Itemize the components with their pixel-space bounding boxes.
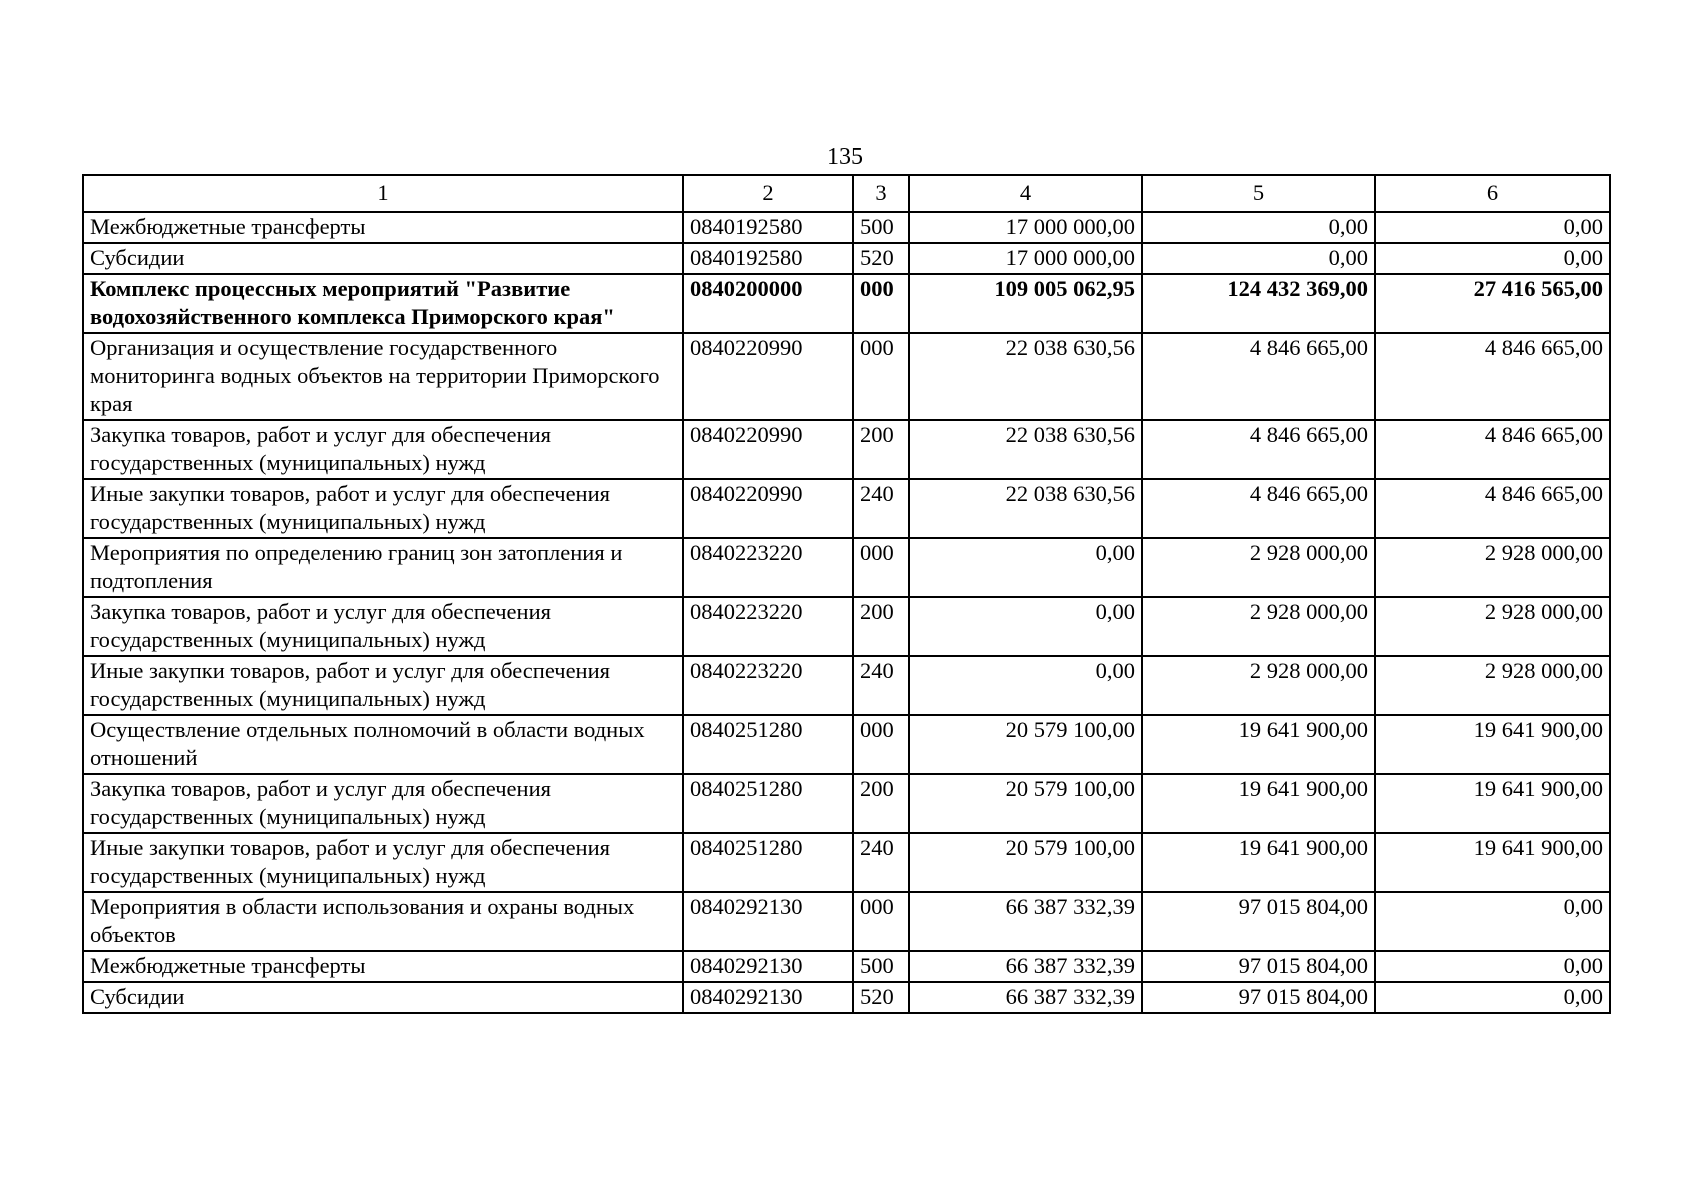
column-header-1: 1 bbox=[83, 175, 683, 212]
row-value-col4-cell: 66 387 332,39 bbox=[909, 951, 1142, 982]
row-value-col4-cell: 109 005 062,95 bbox=[909, 274, 1142, 333]
table-row bbox=[83, 715, 1610, 774]
row-kind-cell: 520 bbox=[853, 243, 909, 274]
table-row bbox=[83, 420, 1610, 479]
row-value-col4-cell: 22 038 630,56 bbox=[909, 420, 1142, 479]
table-row bbox=[83, 774, 1610, 833]
page-number: 135 bbox=[827, 144, 863, 170]
row-value-col6-cell: 19 641 900,00 bbox=[1375, 833, 1610, 892]
row-value-col4-cell: 20 579 100,00 bbox=[909, 833, 1142, 892]
row-value-col6-cell: 0,00 bbox=[1375, 951, 1610, 982]
column-header-4: 4 bbox=[909, 175, 1142, 212]
row-value-col5-cell: 19 641 900,00 bbox=[1142, 833, 1375, 892]
row-value-col5-cell: 0,00 bbox=[1142, 243, 1375, 274]
row-value-col4-cell: 17 000 000,00 bbox=[909, 212, 1142, 243]
column-header-6: 6 bbox=[1375, 175, 1610, 212]
row-kind-cell: 000 bbox=[853, 274, 909, 333]
row-kind-cell: 240 bbox=[853, 479, 909, 538]
row-value-col6-cell: 2 928 000,00 bbox=[1375, 597, 1610, 656]
row-value-col5-cell: 4 846 665,00 bbox=[1142, 420, 1375, 479]
row-value-col6-cell: 0,00 bbox=[1375, 212, 1610, 243]
row-value-col6-cell: 27 416 565,00 bbox=[1375, 274, 1610, 333]
row-code-cell: 0840223220 bbox=[683, 538, 853, 597]
table-row bbox=[83, 982, 1610, 1013]
row-kind-cell: 500 bbox=[853, 212, 909, 243]
table-row bbox=[83, 243, 1610, 274]
row-name-cell: Межбюджетные трансферты bbox=[83, 951, 683, 982]
row-value-col4-cell: 20 579 100,00 bbox=[909, 774, 1142, 833]
row-name-cell: Субсидии bbox=[83, 982, 683, 1013]
row-value-col4-cell: 66 387 332,39 bbox=[909, 982, 1142, 1013]
row-code-cell: 0840292130 bbox=[683, 982, 853, 1013]
table-row bbox=[83, 274, 1610, 333]
row-value-col6-cell: 2 928 000,00 bbox=[1375, 538, 1610, 597]
row-value-col4-cell: 22 038 630,56 bbox=[909, 479, 1142, 538]
row-name-cell: Иные закупки товаров, работ и услуг для обеспечения государственных (муниципальных) нужд bbox=[83, 833, 683, 892]
row-value-col6-cell: 4 846 665,00 bbox=[1375, 479, 1610, 538]
row-kind-cell: 240 bbox=[853, 656, 909, 715]
row-kind-cell: 240 bbox=[853, 833, 909, 892]
row-name-cell: Закупка товаров, работ и услуг для обеспечения государственных (муниципальных) нужд bbox=[83, 420, 683, 479]
row-value-col6-cell: 0,00 bbox=[1375, 892, 1610, 951]
row-value-col5-cell: 2 928 000,00 bbox=[1142, 656, 1375, 715]
row-name-cell: Межбюджетные трансферты bbox=[83, 212, 683, 243]
budget-table bbox=[82, 174, 1611, 1014]
row-name-cell: Мероприятия в области использования и охраны водных объектов bbox=[83, 892, 683, 951]
row-value-col6-cell: 0,00 bbox=[1375, 243, 1610, 274]
row-name-cell: Субсидии bbox=[83, 243, 683, 274]
row-name-cell: Осуществление отдельных полномочий в области водных отношений bbox=[83, 715, 683, 774]
row-value-col6-cell: 19 641 900,00 bbox=[1375, 774, 1610, 833]
row-code-cell: 0840220990 bbox=[683, 333, 853, 420]
row-name-cell: Иные закупки товаров, работ и услуг для обеспечения государственных (муниципальных) нужд bbox=[83, 656, 683, 715]
row-value-col4-cell: 66 387 332,39 bbox=[909, 892, 1142, 951]
row-value-col5-cell: 19 641 900,00 bbox=[1142, 715, 1375, 774]
row-kind-cell: 000 bbox=[853, 538, 909, 597]
row-value-col4-cell: 17 000 000,00 bbox=[909, 243, 1142, 274]
row-kind-cell: 000 bbox=[853, 715, 909, 774]
table-row bbox=[83, 833, 1610, 892]
row-name-cell: Иные закупки товаров, работ и услуг для обеспечения государственных (муниципальных) нужд bbox=[83, 479, 683, 538]
row-value-col4-cell: 0,00 bbox=[909, 656, 1142, 715]
table-row bbox=[83, 538, 1610, 597]
row-kind-cell: 000 bbox=[853, 892, 909, 951]
table-header-row bbox=[83, 175, 1610, 212]
row-name-cell: Закупка товаров, работ и услуг для обеспечения государственных (муниципальных) нужд bbox=[83, 774, 683, 833]
row-value-col5-cell: 4 846 665,00 bbox=[1142, 333, 1375, 420]
row-value-col4-cell: 22 038 630,56 bbox=[909, 333, 1142, 420]
row-value-col6-cell: 19 641 900,00 bbox=[1375, 715, 1610, 774]
table-body bbox=[83, 212, 1610, 1013]
row-kind-cell: 200 bbox=[853, 597, 909, 656]
row-code-cell: 0840223220 bbox=[683, 656, 853, 715]
row-code-cell: 0840200000 bbox=[683, 274, 853, 333]
row-value-col6-cell: 2 928 000,00 bbox=[1375, 656, 1610, 715]
row-name-cell: Организация и осуществление государственного мониторинга водных объектов на территории Приморского края bbox=[83, 333, 683, 420]
row-value-col6-cell: 0,00 bbox=[1375, 982, 1610, 1013]
row-code-cell: 0840292130 bbox=[683, 951, 853, 982]
table-row bbox=[83, 597, 1610, 656]
row-value-col6-cell: 4 846 665,00 bbox=[1375, 420, 1610, 479]
row-value-col5-cell: 97 015 804,00 bbox=[1142, 892, 1375, 951]
row-code-cell: 0840192580 bbox=[683, 243, 853, 274]
row-name-cell: Мероприятия по определению границ зон затопления и подтопления bbox=[83, 538, 683, 597]
row-code-cell: 0840251280 bbox=[683, 833, 853, 892]
row-value-col5-cell: 2 928 000,00 bbox=[1142, 597, 1375, 656]
row-value-col5-cell: 97 015 804,00 bbox=[1142, 951, 1375, 982]
row-name-cell: Комплекс процессных мероприятий "Развитие водохозяйственного комплекса Приморского края" bbox=[83, 274, 683, 333]
row-code-cell: 0840292130 bbox=[683, 892, 853, 951]
row-code-cell: 0840192580 bbox=[683, 212, 853, 243]
row-code-cell: 0840220990 bbox=[683, 479, 853, 538]
row-code-cell: 0840220990 bbox=[683, 420, 853, 479]
row-code-cell: 0840223220 bbox=[683, 597, 853, 656]
row-value-col5-cell: 4 846 665,00 bbox=[1142, 479, 1375, 538]
row-code-cell: 0840251280 bbox=[683, 774, 853, 833]
table-row bbox=[83, 479, 1610, 538]
row-value-col5-cell: 2 928 000,00 bbox=[1142, 538, 1375, 597]
column-header-2: 2 bbox=[683, 175, 853, 212]
row-code-cell: 0840251280 bbox=[683, 715, 853, 774]
row-value-col5-cell: 97 015 804,00 bbox=[1142, 982, 1375, 1013]
row-value-col6-cell: 4 846 665,00 bbox=[1375, 333, 1610, 420]
row-value-col5-cell: 124 432 369,00 bbox=[1142, 274, 1375, 333]
column-header-3: 3 bbox=[853, 175, 909, 212]
table-row bbox=[83, 656, 1610, 715]
row-value-col4-cell: 0,00 bbox=[909, 597, 1142, 656]
row-value-col4-cell: 20 579 100,00 bbox=[909, 715, 1142, 774]
row-value-col4-cell: 0,00 bbox=[909, 538, 1142, 597]
table-row bbox=[83, 212, 1610, 243]
row-kind-cell: 520 bbox=[853, 982, 909, 1013]
column-header-5: 5 bbox=[1142, 175, 1375, 212]
row-name-cell: Закупка товаров, работ и услуг для обеспечения государственных (муниципальных) нужд bbox=[83, 597, 683, 656]
row-kind-cell: 000 bbox=[853, 333, 909, 420]
row-value-col5-cell: 0,00 bbox=[1142, 212, 1375, 243]
table-row bbox=[83, 333, 1610, 420]
row-value-col5-cell: 19 641 900,00 bbox=[1142, 774, 1375, 833]
row-kind-cell: 200 bbox=[853, 774, 909, 833]
table-row bbox=[83, 892, 1610, 951]
table-row bbox=[83, 951, 1610, 982]
row-kind-cell: 500 bbox=[853, 951, 909, 982]
row-kind-cell: 200 bbox=[853, 420, 909, 479]
